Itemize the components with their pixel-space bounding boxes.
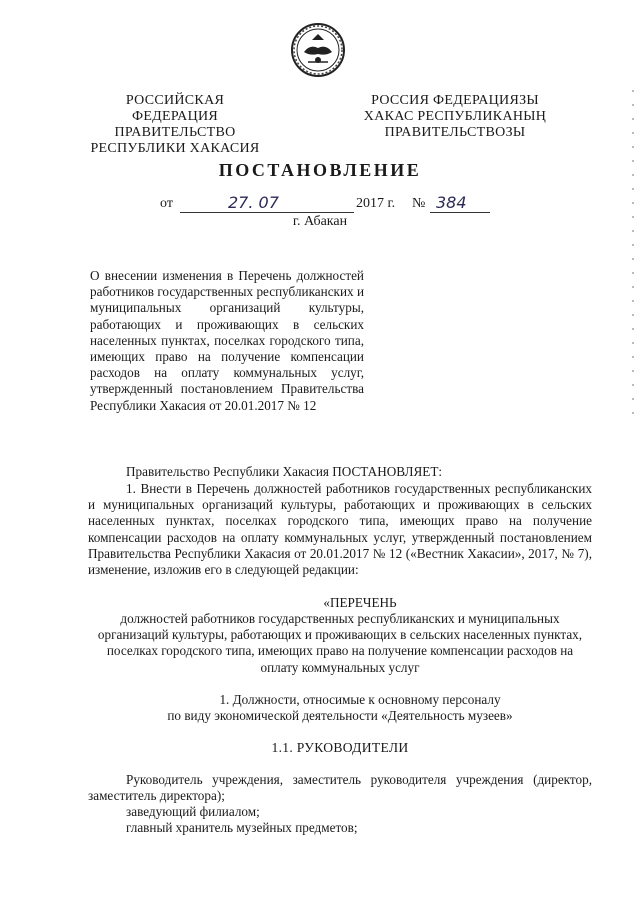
subject-block: О внесении изменения в Перечень должностей работников государственных республиканских и муниципальных организаций культуры, работающих и проживающих в сельских населенных пунктах, поселках городского типа, имеющих право на получение компенсации расходов на оплату коммунальных услуг, утвержденный постановлением Правительства Республики Хакасия от 20.01.2017 № 12: [90, 268, 364, 413]
position-item: главный хранитель музейных предметов;: [126, 820, 358, 835]
position-item: Руководитель учреждения, заместитель руководителя учреждения (директор, заместитель директора);: [88, 772, 592, 804]
number-underline: [430, 212, 490, 213]
document-title: ПОСТАНОВЛЕНИЕ: [218, 160, 422, 180]
city: г. Абакан: [292, 214, 348, 229]
scan-margin-marks: [632, 90, 634, 420]
item-1-paragraph: 1. Внести в Перечень должностей работников государственных республиканских и муниципальных организаций культуры, работающих и проживающих в сельских населенных пунктах, поселках городского типа, имеющих право на получение компенсации расходов на оплату коммунальных услуг, утвержденный постановлением Правительства Республики Хакасия от 20.01.2017 № 12 («Вестник Хакасии», 2017, № 7), изменение, изложив его в следующей редакции:: [88, 481, 592, 578]
year: 2017 г.: [356, 196, 396, 211]
header-right-line: РОССИЯ ФЕДЕРАЦИЯЗЫ: [371, 93, 539, 108]
header-left-line: ПРАВИТЕЛЬСТВО: [114, 125, 236, 140]
section-1-heading-line-1: 1. Должности, относимые к основному персоналу: [219, 692, 501, 707]
date-prefix: от: [160, 196, 173, 211]
number-handwritten: 384: [436, 193, 467, 212]
header-right-line: ХАКАС РЕСПУБЛИКАНЫҢ: [363, 109, 547, 124]
position-item: заведующий филиалом;: [126, 804, 260, 819]
section-1-heading-line-2: по виду экономической деятельности «Деятельность музеев»: [167, 708, 513, 723]
header-left-line: РЕСПУБЛИКИ ХАКАСИЯ: [90, 141, 260, 156]
resolves-line: Правительство Республики Хакасия ПОСТАНОВЛЯЕТ:: [126, 464, 443, 479]
list-title: «ПЕРЕЧЕНЬ: [323, 595, 397, 610]
coat-of-arms-emblem: [290, 22, 346, 78]
header-left: [85, 93, 265, 157]
header-right-line: ПРАВИТЕЛЬСТВОЗЫ: [384, 125, 526, 140]
list-subtitle: должностей работников государственных республиканских и муниципальных организаций культуры, работающих и проживающих в сельских населенных пунктах, поселках городского типа, имеющих право на получение компенсации расходов на оплату коммунальных услуг: [97, 611, 583, 675]
header-right: [360, 93, 550, 141]
date-handwritten: 27. 07: [228, 193, 279, 212]
number-sign: №: [412, 196, 426, 211]
subsection-heading: 1.1. РУКОВОДИТЕЛИ: [271, 740, 409, 755]
date-line: [160, 193, 500, 216]
header-left-line: РОССИЙСКАЯ ФЕДЕРАЦИЯ: [125, 93, 225, 124]
date-underline: [180, 212, 354, 213]
